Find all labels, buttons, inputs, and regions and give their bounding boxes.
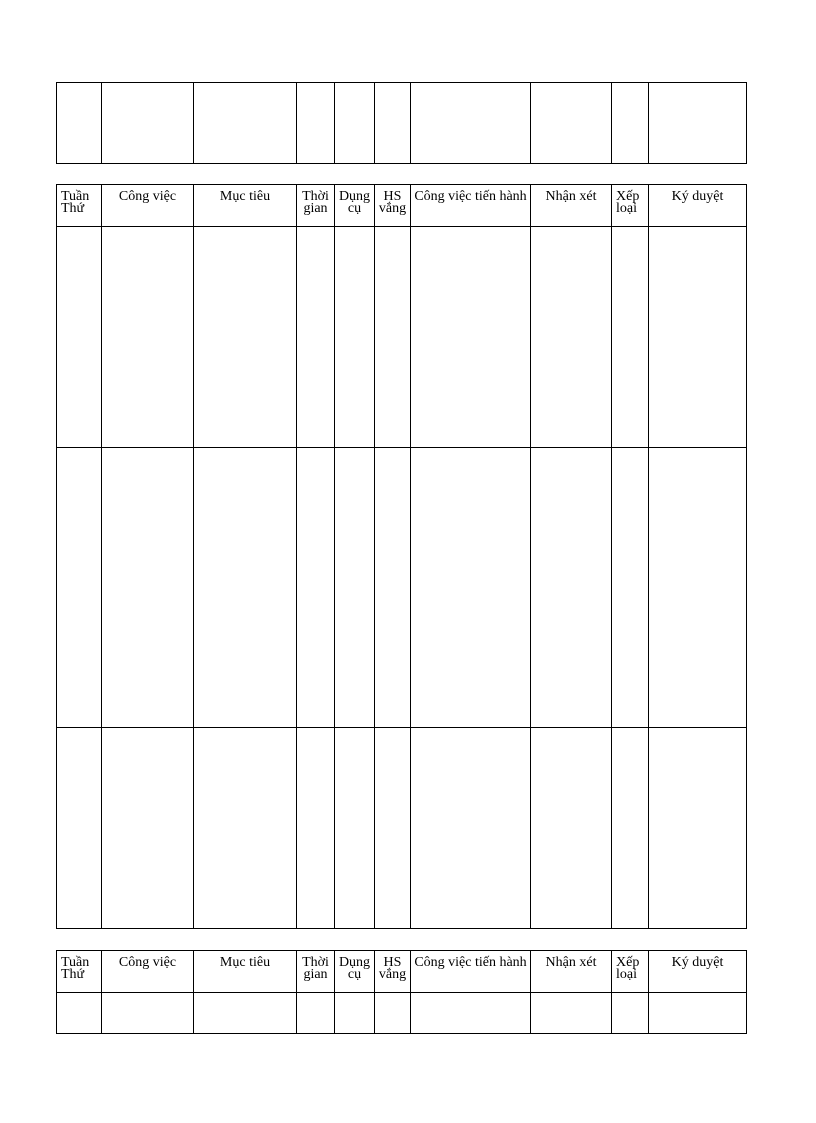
header-tools: Dụng cụ: [335, 185, 375, 227]
table-cell: [375, 728, 411, 929]
table-cell: [612, 728, 649, 929]
table-cell: [297, 227, 335, 448]
table-cell: [649, 227, 747, 448]
header-goal: Mục tiêu: [194, 951, 297, 993]
table-cell: [612, 227, 649, 448]
header-approval: Ký duyệt: [649, 951, 747, 993]
table-cell: [194, 83, 297, 164]
table-cell: [194, 993, 297, 1034]
main-schedule-table: [56, 184, 747, 929]
table-cell: [411, 993, 531, 1034]
header-approval: Ký duyệt: [649, 185, 747, 227]
table-cell: [531, 993, 612, 1034]
header-progress: Công việc tiến hành: [411, 951, 531, 993]
table-cell: [649, 448, 747, 728]
table-cell: [375, 448, 411, 728]
table-cell: [194, 227, 297, 448]
table-cell: [612, 993, 649, 1034]
table-cell: [612, 448, 649, 728]
header-goal: Mục tiêu: [194, 185, 297, 227]
header-absent: HS vắng: [375, 951, 411, 993]
header-comment: Nhận xét: [531, 951, 612, 993]
table-cell: [335, 728, 375, 929]
table-cell: [297, 728, 335, 929]
table-row: [57, 993, 747, 1034]
table-cell: [411, 83, 531, 164]
table-cell: [531, 227, 612, 448]
table-cell: [411, 227, 531, 448]
table-cell: [57, 227, 102, 448]
table-cell: [375, 227, 411, 448]
header-tools: Dụng cụ: [335, 951, 375, 993]
header-week: Tuần Thứ: [57, 185, 102, 227]
table-row: [57, 448, 747, 728]
table-cell: [531, 448, 612, 728]
table-cell: [102, 728, 194, 929]
header-task: Công việc: [102, 185, 194, 227]
header-row: [57, 951, 747, 993]
table-cell: [375, 83, 411, 164]
header-progress: Công việc tiến hành: [411, 185, 531, 227]
table-cell: [297, 83, 335, 164]
bottom-schedule-table: [56, 950, 747, 1034]
table-row: [57, 227, 747, 448]
table-row: [57, 83, 747, 164]
table-cell: [335, 227, 375, 448]
table-cell: [375, 993, 411, 1034]
table-cell: [649, 83, 747, 164]
table-cell: [297, 993, 335, 1034]
top-empty-table: [56, 82, 747, 164]
table-cell: [297, 448, 335, 728]
header-week: Tuần Thứ: [57, 951, 102, 993]
header-time: Thời gian: [297, 951, 335, 993]
table-cell: [649, 728, 747, 929]
table-cell: [102, 993, 194, 1034]
header-absent: HS vắng: [375, 185, 411, 227]
header-rank: Xếp loại: [612, 951, 649, 993]
header-rank: Xếp loại: [612, 185, 649, 227]
table-cell: [57, 993, 102, 1034]
table-cell: [612, 83, 649, 164]
table-cell: [102, 83, 194, 164]
table-cell: [411, 448, 531, 728]
table-cell: [102, 448, 194, 728]
header-task: Công việc: [102, 951, 194, 993]
table-row: [57, 728, 747, 929]
header-time: Thời gian: [297, 185, 335, 227]
table-cell: [57, 83, 102, 164]
table-cell: [194, 448, 297, 728]
table-cell: [531, 83, 612, 164]
table-cell: [194, 728, 297, 929]
table-cell: [335, 448, 375, 728]
table-cell: [411, 728, 531, 929]
table-cell: [335, 83, 375, 164]
header-row: [57, 185, 747, 227]
table-cell: [335, 993, 375, 1034]
table-cell: [57, 448, 102, 728]
table-cell: [649, 993, 747, 1034]
table-cell: [57, 728, 102, 929]
table-cell: [531, 728, 612, 929]
table-cell: [102, 227, 194, 448]
header-comment: Nhận xét: [531, 185, 612, 227]
